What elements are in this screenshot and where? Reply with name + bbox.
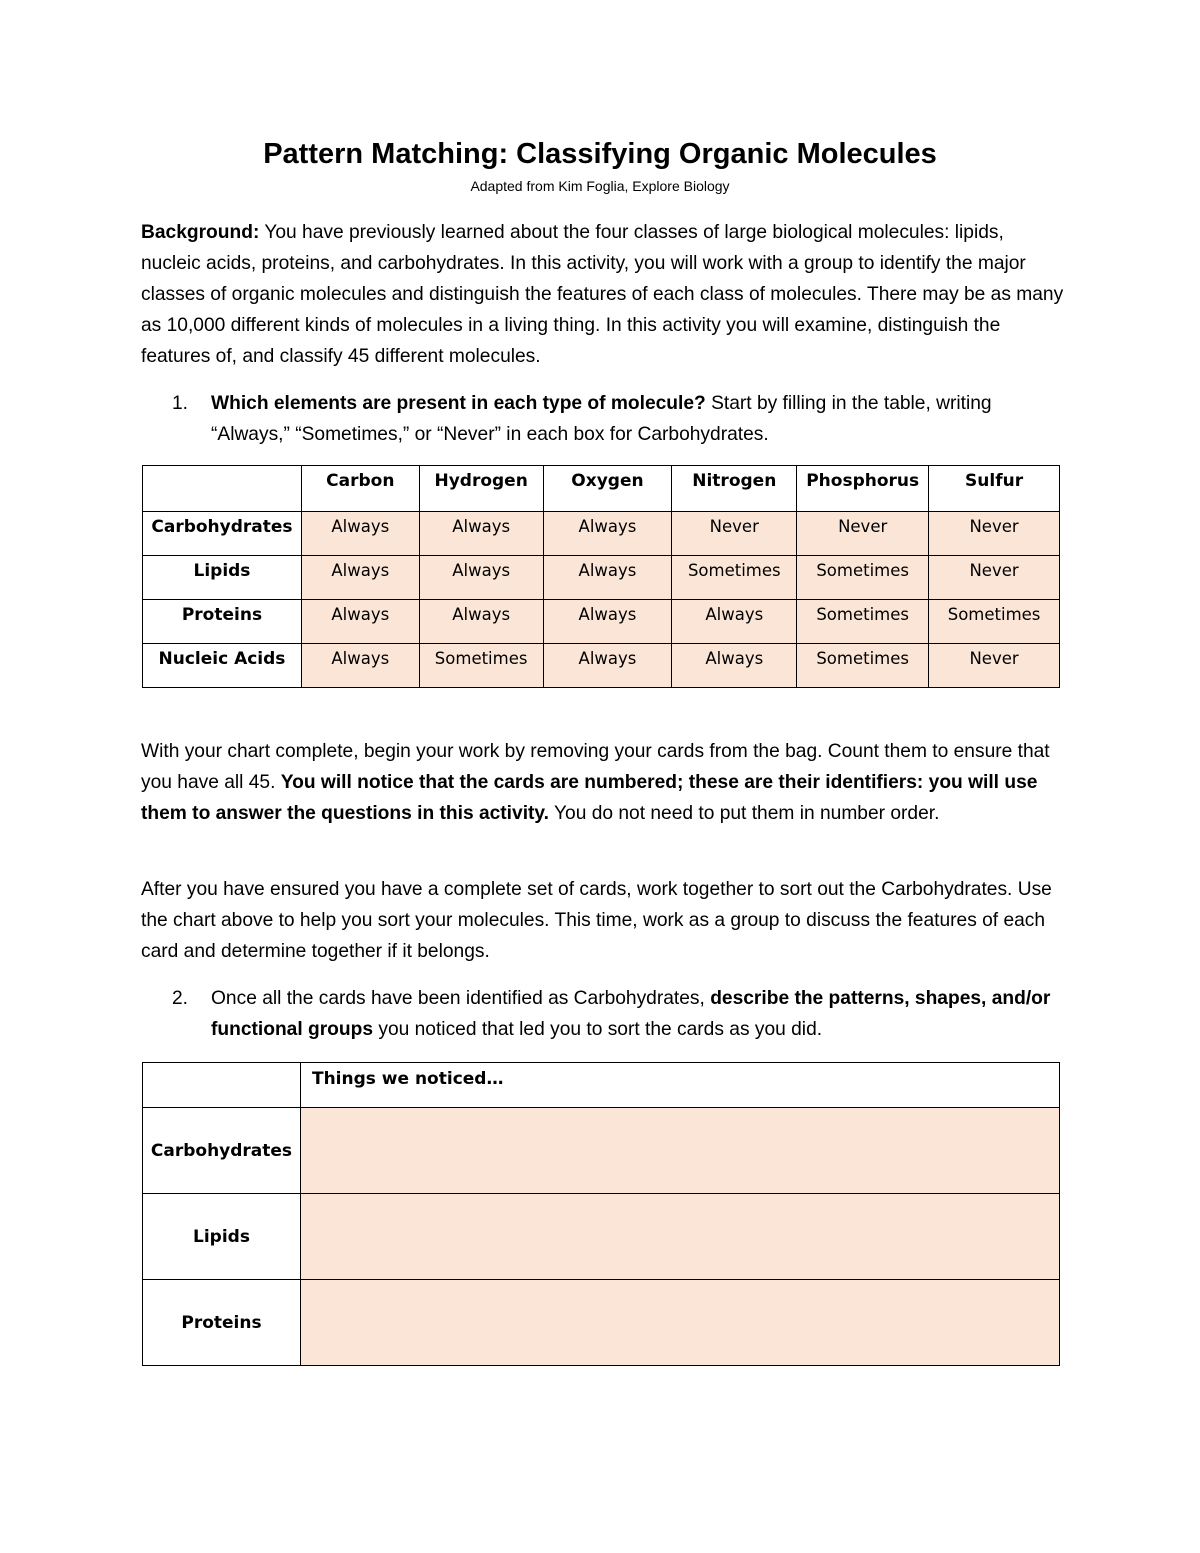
question-1-text (211, 388, 1071, 450)
question-1-bold: Which elements are present in each type of molecule? (211, 393, 706, 414)
notice-answer-cell[interactable] (300, 1194, 1059, 1280)
table-cell[interactable]: Never (929, 556, 1060, 600)
table-cell[interactable]: Never (672, 512, 797, 556)
elements-table-header-row (143, 466, 1060, 512)
notice-column-header: Things we noticed… (300, 1063, 1059, 1108)
table-cell[interactable]: Sometimes (797, 644, 929, 688)
table-cell[interactable]: Always (543, 644, 672, 688)
table-cell[interactable]: Always (301, 512, 419, 556)
table-row (143, 512, 1060, 556)
background-label: Background: (141, 222, 260, 243)
table-row (143, 1194, 1060, 1280)
table-row (143, 644, 1060, 688)
cards-text-bold: You will notice that the cards are numbered; these are their identifiers: you will use them to answer the questions in this activity. (141, 772, 1038, 824)
table-row (143, 1108, 1060, 1194)
table-cell[interactable]: Always (419, 556, 543, 600)
column-header-nitrogen: Nitrogen (672, 466, 797, 512)
cards-text-a: With your chart complete, begin your work by removing your cards from the bag. Count them to ensure that you have all 45. (141, 741, 1050, 793)
elements-table (142, 465, 1060, 688)
notice-table-header-row (143, 1063, 1060, 1108)
table-cell[interactable]: Sometimes (929, 600, 1060, 644)
question-1-number: 1. (172, 393, 189, 414)
table-cell[interactable]: Always (301, 556, 419, 600)
notice-table (142, 1062, 1060, 1366)
notice-table-corner (143, 1063, 301, 1108)
table-cell[interactable]: Never (929, 512, 1060, 556)
question-2-bold: describe the patterns, shapes, and/or functional groups (211, 988, 1051, 1040)
notice-row-label-proteins: Proteins (143, 1280, 301, 1366)
table-cell[interactable]: Always (543, 512, 672, 556)
column-header-carbon: Carbon (301, 466, 419, 512)
table-row (143, 556, 1060, 600)
row-label-proteins: Proteins (143, 600, 302, 644)
cards-paragraph (141, 736, 1066, 829)
column-header-sulfur: Sulfur (929, 466, 1060, 512)
notice-answer-cell[interactable] (300, 1108, 1059, 1194)
row-label-lipids: Lipids (143, 556, 302, 600)
table-cell[interactable]: Always (543, 600, 672, 644)
table-cell[interactable]: Always (301, 600, 419, 644)
table-row (143, 1280, 1060, 1366)
column-header-oxygen: Oxygen (543, 466, 672, 512)
table-cell[interactable]: Sometimes (419, 644, 543, 688)
table-cell[interactable]: Never (929, 644, 1060, 688)
question-2-number: 2. (172, 988, 189, 1009)
table-cell[interactable]: Always (672, 644, 797, 688)
question-2-text (211, 983, 1071, 1045)
row-label-carbohydrates: Carbohydrates (143, 512, 302, 556)
table-cell[interactable]: Always (419, 600, 543, 644)
table-cell[interactable]: Sometimes (797, 556, 929, 600)
notice-row-label-carbohydrates: Carbohydrates (143, 1108, 301, 1194)
column-header-phosphorus: Phosphorus (797, 466, 929, 512)
table-cell[interactable]: Always (672, 600, 797, 644)
sorting-paragraph: After you have ensured you have a complete set of cards, work together to sort out the Carbohydrates. Use the chart above to help you sort your molecules. This time, work as a group to discuss the features of each card and determine together if it belongs. (141, 879, 1052, 962)
table-cell[interactable]: Never (797, 512, 929, 556)
question-2-text-a: Once all the cards have been identified as Carbohydrates, (211, 988, 711, 1009)
row-label-nucleic-acids: Nucleic Acids (143, 644, 302, 688)
table-row (143, 600, 1060, 644)
table-cell[interactable]: Sometimes (672, 556, 797, 600)
question-1-rest: Start by filling in the table, writing “Always,” “Sometimes,” or “Never” in each box for Carbohydrates. (211, 393, 992, 445)
page-subtitle: Adapted from Kim Foglia, Explore Biology (470, 178, 730, 194)
page-title: Pattern Matching: Classifying Organic Molecules (263, 138, 937, 170)
column-header-hydrogen: Hydrogen (419, 466, 543, 512)
cards-text-b: You do not need to put them in number order. (549, 803, 940, 824)
table-cell[interactable]: Sometimes (797, 600, 929, 644)
table-cell[interactable]: Always (301, 644, 419, 688)
notice-answer-cell[interactable] (300, 1280, 1059, 1366)
background-text: You have previously learned about the four classes of large biological molecules: lipids, nucleic acids, proteins, and carbohydrates. In this activity, you will work with a group to identify the major classes of organic molecules and distinguish the features of each class of molecules. There may be as many as 10,000 different kinds of molecules in a living thing. In this activity you will examine, distinguish the features of, and classify 45 different molecules. (141, 222, 1064, 367)
background-paragraph (141, 217, 1066, 372)
question-2-text-b: you noticed that led you to sort the cards as you did. (373, 1019, 823, 1040)
elements-table-corner (143, 466, 302, 512)
notice-row-label-lipids: Lipids (143, 1194, 301, 1280)
table-cell[interactable]: Always (419, 512, 543, 556)
table-cell[interactable]: Always (543, 556, 672, 600)
